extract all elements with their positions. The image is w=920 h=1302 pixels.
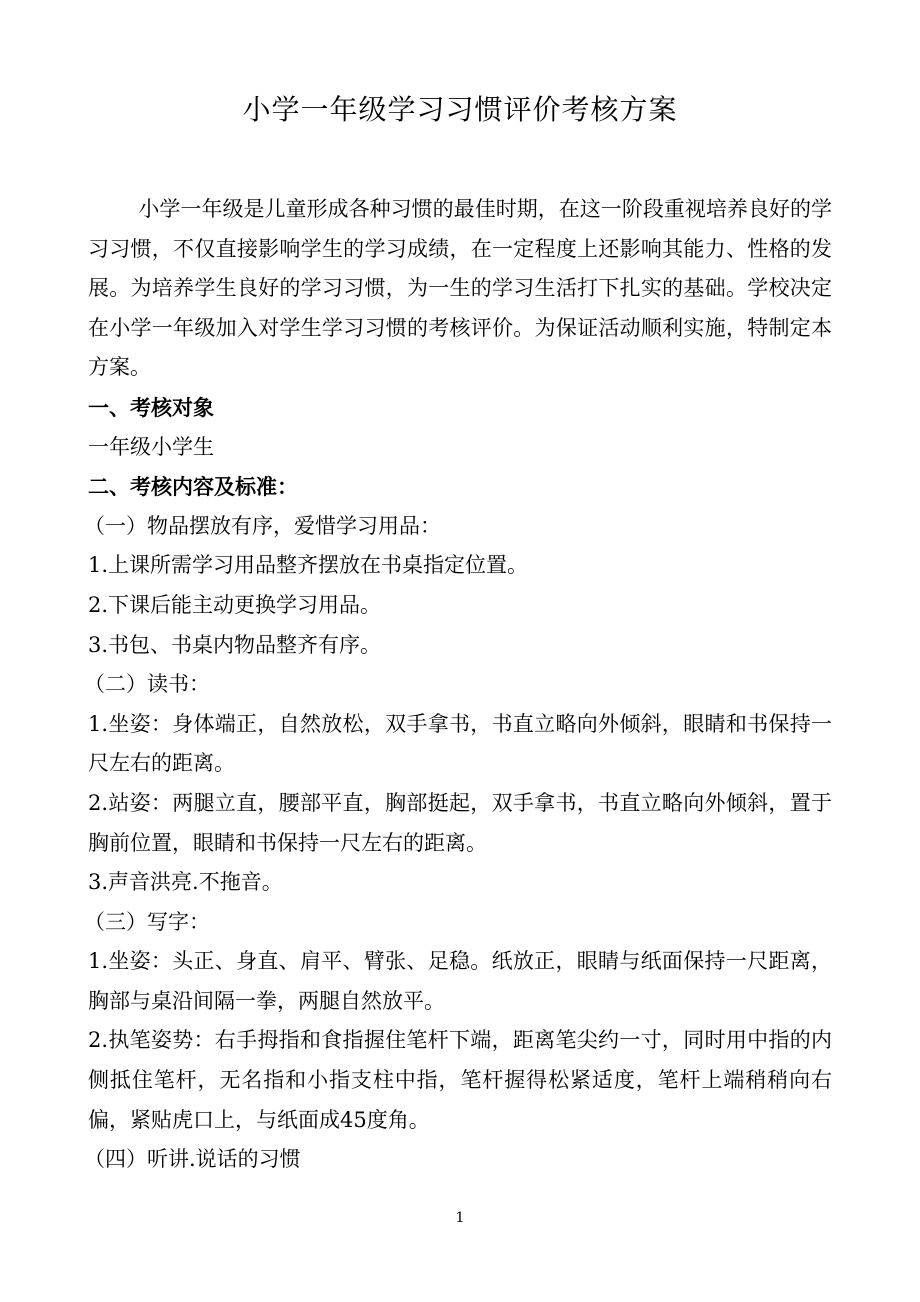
section-text-assessment-target: 一年级小学生: [88, 434, 214, 459]
list-item: 1.上课所需学习用品整齐摆放在书桌指定位置。: [88, 553, 529, 578]
list-item: 3.声音洪亮.不拖音。: [88, 870, 283, 895]
subsection-heading-items: （一）物品摆放有序，爱惜学习用品：: [84, 513, 441, 538]
list-item: 3.书包、书桌内物品整齐有序。: [88, 632, 382, 657]
section-heading-assessment-content: 二、考核内容及标准：: [88, 474, 298, 500]
list-item: 1.坐姿：身体端正，自然放松，双手拿书，书直立略向外倾斜，眼睛和书保持一尺左右的距离。: [88, 711, 832, 776]
list-item: 1.坐姿：头正、身直、肩平、臂张、足稳。纸放正，眼睛与纸面保持一尺距离，胸部与桌沿间隔一拳，两腿自然放平。: [88, 949, 832, 1013]
subsection-heading-listening: （四）听讲.说话的习惯: [84, 1147, 301, 1172]
subsection-heading-writing: （三）写字：: [84, 909, 210, 934]
subsection-heading-reading: （二）读书：: [84, 672, 210, 697]
list-item: 2.站姿：两腿立直，腰部平直，胸部挺起，双手拿书，书直立略向外倾斜，置于胸前位置，眼睛和书保持一尺左右的距离。: [88, 790, 832, 855]
document-body: [84, 190, 832, 1180]
document-title: 小学一年级学习习惯评价考核方案: [242, 93, 678, 126]
page-number: 1: [455, 1210, 465, 1226]
list-item: 2.下课后能主动更换学习用品。: [88, 592, 382, 617]
section-heading-assessment-target: 一、考核对象: [88, 394, 214, 420]
list-item: 2.执笔姿势：右手拇指和食指握住笔杆下端，距离笔尖约一寸，同时用中指的内侧抵住笔杆，无名指和小指支柱中指，笔杆握得松紧适度，笔杆上端稍稍向右偏，紧贴虎口上，与纸面成45度角。: [88, 1028, 832, 1132]
intro-paragraph: 小学一年级是儿童形成各种习惯的最佳时期，在这一阶段重视培养良好的学习习惯，不仅直接影响学生的学习成绩，在一定程度上还影响其能力、性格的发展。为培养学生良好的学习习惯，为一生的学习生活打下扎实的基础。学校决定在小学一年级加入对学生学习习惯的考核评价。为保证活动顺利实施，特制定本方案。: [88, 197, 832, 380]
